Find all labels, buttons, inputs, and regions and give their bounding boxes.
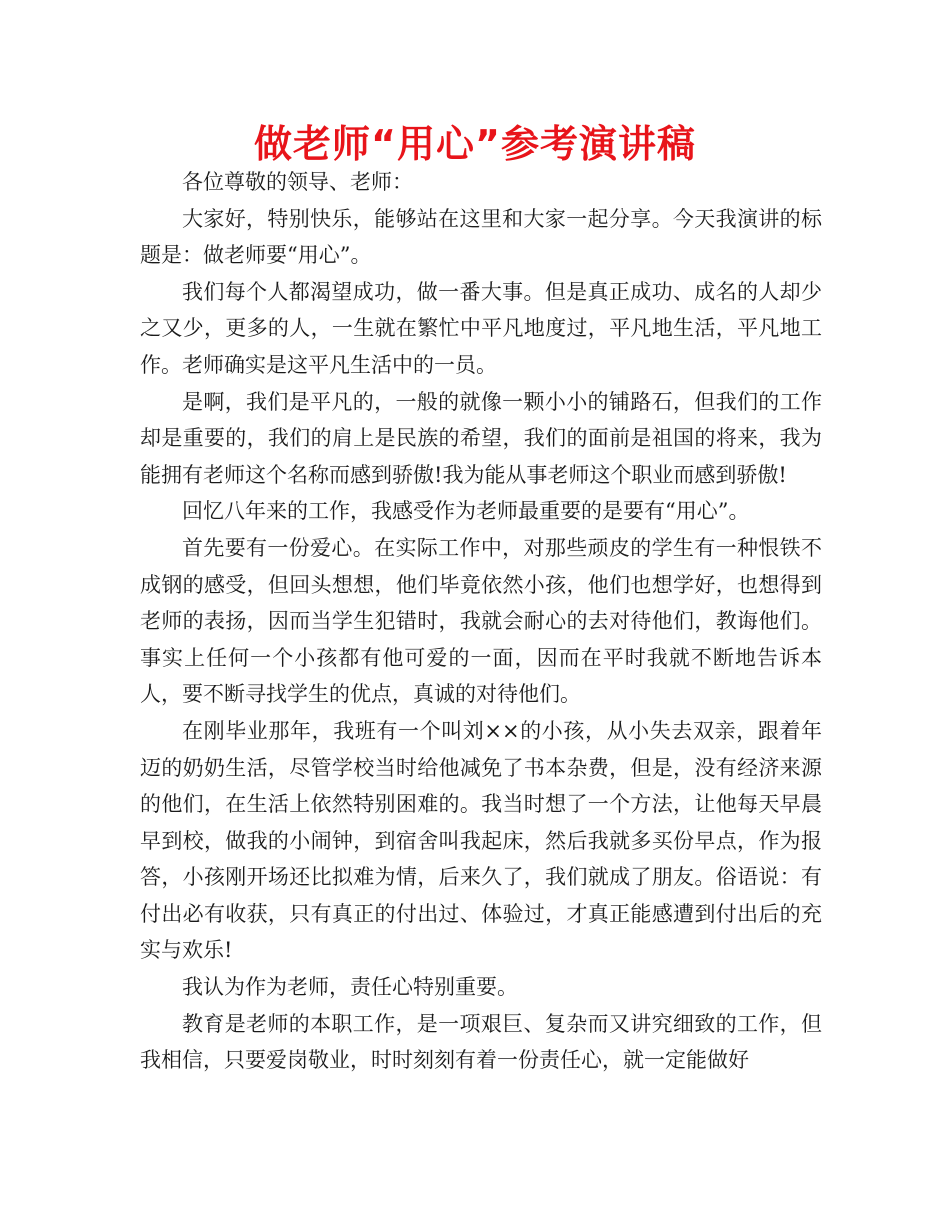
paragraph-intro: 大家好，特别快乐，能够站在这里和大家一起分享。今天我演讲的标题是：做老师要“用心”。 (140, 206, 822, 268)
paragraph-ordinary-people: 我们每个人都渴望成功，做一番大事。但是真正成功、成名的人却少之又少，更多的人，一生就在繁忙中平凡地度过，平凡地生活，平凡地工作。老师确实是这平凡生活中的一员。 (140, 279, 822, 377)
paragraph-greeting: 各位尊敬的领导、老师： (182, 170, 413, 194)
paragraph-pride: 是啊，我们是平凡的，一般的就像一颗小小的铺路石，但我们的工作却是重要的，我们的肩上是民族的希望，我们的面前是祖国的将来，我为能拥有老师这个名称而感到骄傲!我为能从事老师这个职业而感到骄傲! (140, 389, 822, 487)
document-body (140, 164, 822, 1079)
document-title: 做老师“用心”参考演讲稿 (254, 122, 696, 166)
paragraph-eight-years: 回忆八年来的工作，我感受作为老师最重要的是要有“用心”。 (182, 499, 750, 524)
paragraph-love: 首先要有一份爱心。在实际工作中，对那些顽皮的学生有一种恨铁不成钢的感受，但回头想想，他们毕竟依然小孩，他们也想学好，也想得到老师的表扬，因而当学生犯错时，我就会耐心的去对待他们，教诲他们。事实上任何一个小孩都有他可爱的一面，因而在平时我就不断地告诉本人，要不断寻找学生的优点，真诚的对待他们。 (140, 535, 822, 707)
paragraph-story: 在刚毕业那年，我班有一个叫刘××的小孩，从小失去双亲，跟着年迈的奶奶生活，尽管学校当时给他减免了书本杂费，但是，没有经济来源的他们，在生活上依然特别困难的。我当时想了一个方法，让他每天早晨早到校，做我的小闹钟，到宿舍叫我起床，然后我就多买份早点，作为报答，小孩刚开场还比拟难为情，后来久了，我们就成了朋友。俗语说：有付出必有收获，只有真正的付出过、体验过，才真正能感遭到付出后的充实与欢乐! (140, 718, 822, 963)
paragraph-responsibility: 我认为作为老师，责任心特别重要。 (182, 975, 518, 1000)
paragraph-education: 教育是老师的本职工作，是一项艰巨、复杂而又讲究细致的工作，但我相信，只要爱岗敬业，时时刻刻有着一份责任心，就一定能做好 (140, 1011, 822, 1073)
